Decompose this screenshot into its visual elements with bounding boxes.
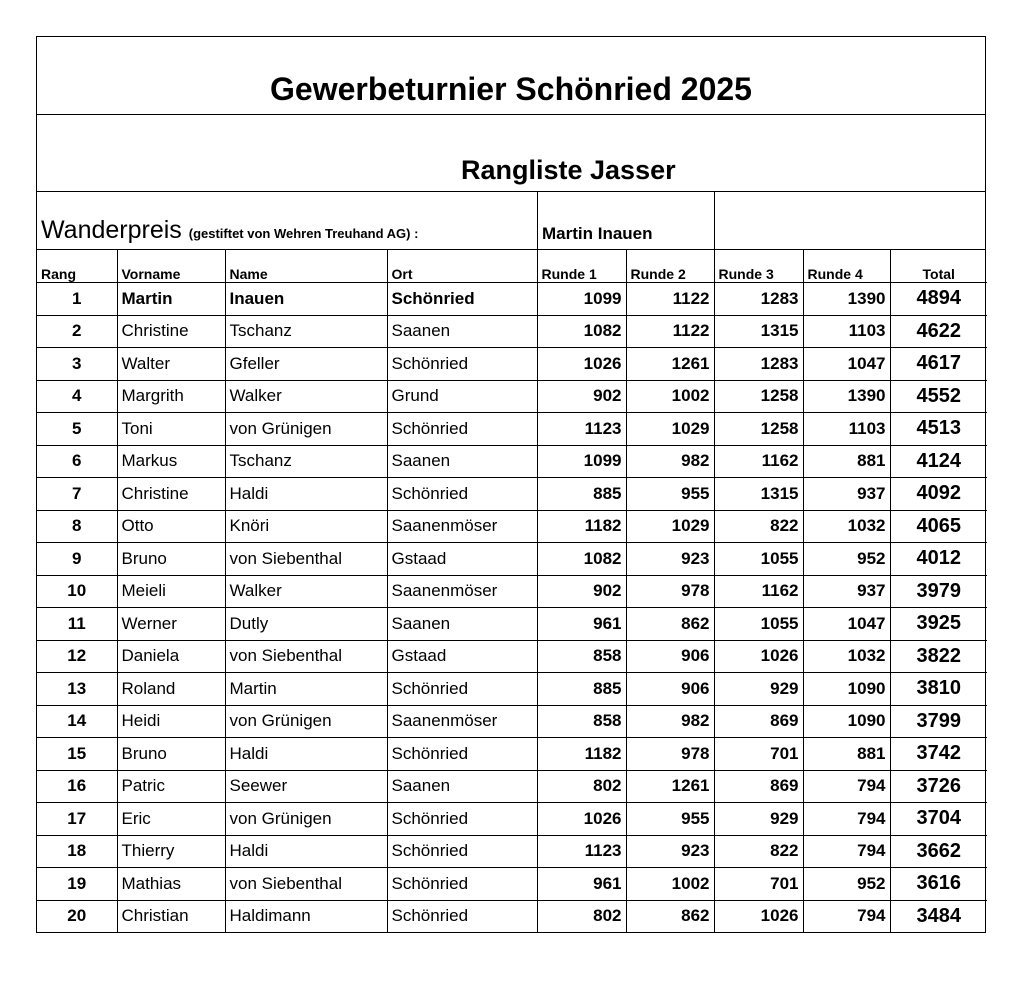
cell-round-4: 937	[803, 478, 890, 511]
cell-place: Schönried	[387, 900, 537, 932]
cell-round-2: 906	[626, 640, 714, 673]
table-row	[37, 770, 987, 803]
cell-round-4: 794	[803, 770, 890, 803]
cell-name: Martin	[225, 673, 387, 706]
cell-round-2: 1261	[626, 348, 714, 381]
subtitle-row	[37, 115, 985, 192]
cell-name: Walker	[225, 575, 387, 608]
cell-round-2: 1002	[626, 868, 714, 901]
cell-round-4: 1090	[803, 673, 890, 706]
cell-place: Grund	[387, 380, 537, 413]
table-row	[37, 673, 987, 706]
cell-round-2: 1122	[626, 315, 714, 348]
cell-round-2: 982	[626, 445, 714, 478]
cell-round-2: 1261	[626, 770, 714, 803]
cell-place: Schönried	[387, 673, 537, 706]
cell-round-1: 885	[537, 673, 626, 706]
cell-firstname: Christine	[117, 315, 225, 348]
cell-firstname: Daniela	[117, 640, 225, 673]
cell-rank: 13	[37, 673, 117, 706]
table-row	[37, 348, 987, 381]
cell-name: Gfeller	[225, 348, 387, 381]
cell-name: Tschanz	[225, 445, 387, 478]
cell-total: 3742	[890, 738, 987, 771]
cell-round-3: 929	[714, 673, 803, 706]
header-name: Name	[225, 250, 387, 283]
cell-round-4: 794	[803, 803, 890, 836]
cell-round-3: 701	[714, 868, 803, 901]
cell-name: von Grünigen	[225, 413, 387, 446]
cell-round-1: 1099	[537, 283, 626, 316]
ranking-table	[37, 250, 987, 932]
cell-round-4: 794	[803, 835, 890, 868]
cell-place: Saanen	[387, 445, 537, 478]
cell-firstname: Meieli	[117, 575, 225, 608]
cell-firstname: Toni	[117, 413, 225, 446]
cell-place: Schönried	[387, 738, 537, 771]
cell-round-1: 1123	[537, 413, 626, 446]
cell-total: 4552	[890, 380, 987, 413]
cell-rank: 20	[37, 900, 117, 932]
title-row	[37, 37, 985, 115]
cell-firstname: Thierry	[117, 835, 225, 868]
cell-round-1: 802	[537, 900, 626, 932]
cell-total: 4617	[890, 348, 987, 381]
table-row	[37, 868, 987, 901]
cell-round-3: 1315	[714, 315, 803, 348]
cell-round-1: 902	[537, 575, 626, 608]
cell-round-3: 822	[714, 835, 803, 868]
cell-round-2: 982	[626, 705, 714, 738]
cell-round-3: 1162	[714, 445, 803, 478]
cell-total: 4622	[890, 315, 987, 348]
cell-place: Schönried	[387, 413, 537, 446]
table-body	[37, 283, 987, 933]
cell-round-4: 1032	[803, 640, 890, 673]
header-round-4: Runde 4	[803, 250, 890, 283]
cell-firstname: Bruno	[117, 738, 225, 771]
cell-round-2: 978	[626, 738, 714, 771]
cell-place: Gstaad	[387, 640, 537, 673]
cell-firstname: Margrith	[117, 380, 225, 413]
cell-place: Schönried	[387, 283, 537, 316]
cell-rank: 17	[37, 803, 117, 836]
cell-rank: 4	[37, 380, 117, 413]
cell-firstname: Heidi	[117, 705, 225, 738]
cell-round-2: 955	[626, 478, 714, 511]
cell-round-3: 1055	[714, 608, 803, 641]
cell-round-2: 906	[626, 673, 714, 706]
cell-round-3: 1283	[714, 348, 803, 381]
table-row	[37, 575, 987, 608]
cell-name: Seewer	[225, 770, 387, 803]
cell-rank: 19	[37, 868, 117, 901]
cell-firstname: Eric	[117, 803, 225, 836]
prize-row	[37, 192, 985, 250]
prize-label: Wanderpreis	[41, 216, 182, 244]
cell-round-4: 952	[803, 868, 890, 901]
cell-place: Schönried	[387, 803, 537, 836]
cell-rank: 6	[37, 445, 117, 478]
cell-total: 3925	[890, 608, 987, 641]
cell-round-4: 881	[803, 738, 890, 771]
cell-name: von Siebenthal	[225, 868, 387, 901]
cell-round-1: 802	[537, 770, 626, 803]
cell-firstname: Mathias	[117, 868, 225, 901]
header-total: Total	[890, 250, 987, 283]
cell-firstname: Werner	[117, 608, 225, 641]
cell-round-1: 1182	[537, 510, 626, 543]
cell-round-3: 1283	[714, 283, 803, 316]
cell-rank: 1	[37, 283, 117, 316]
cell-place: Schönried	[387, 478, 537, 511]
cell-round-4: 1390	[803, 380, 890, 413]
table-row	[37, 478, 987, 511]
prize-label-group	[41, 216, 418, 245]
cell-place: Saanenmöser	[387, 510, 537, 543]
cell-round-1: 902	[537, 380, 626, 413]
table-row	[37, 705, 987, 738]
header-round-3: Runde 3	[714, 250, 803, 283]
cell-firstname: Patric	[117, 770, 225, 803]
cell-total: 4012	[890, 543, 987, 576]
cell-place: Schönried	[387, 348, 537, 381]
cell-total: 3979	[890, 575, 987, 608]
cell-round-2: 1029	[626, 413, 714, 446]
cell-round-1: 961	[537, 868, 626, 901]
cell-rank: 16	[37, 770, 117, 803]
cell-firstname: Martin	[117, 283, 225, 316]
cell-round-4: 1103	[803, 413, 890, 446]
cell-firstname: Christian	[117, 900, 225, 932]
cell-firstname: Otto	[117, 510, 225, 543]
prize-divider	[537, 192, 538, 249]
cell-round-2: 923	[626, 543, 714, 576]
cell-total: 4124	[890, 445, 987, 478]
header-place: Ort	[387, 250, 537, 283]
cell-name: Walker	[225, 380, 387, 413]
cell-round-3: 1162	[714, 575, 803, 608]
cell-round-1: 961	[537, 608, 626, 641]
cell-round-4: 937	[803, 575, 890, 608]
cell-rank: 3	[37, 348, 117, 381]
cell-round-4: 1103	[803, 315, 890, 348]
cell-rank: 5	[37, 413, 117, 446]
cell-round-2: 1002	[626, 380, 714, 413]
cell-name: Haldi	[225, 478, 387, 511]
cell-rank: 8	[37, 510, 117, 543]
cell-round-2: 1029	[626, 510, 714, 543]
cell-round-1: 858	[537, 640, 626, 673]
table-row	[37, 738, 987, 771]
cell-round-3: 1026	[714, 900, 803, 932]
cell-round-3: 822	[714, 510, 803, 543]
cell-place: Saanen	[387, 608, 537, 641]
page-subtitle: Rangliste Jasser	[461, 155, 676, 185]
table-row	[37, 413, 987, 446]
cell-round-2: 862	[626, 900, 714, 932]
cell-rank: 18	[37, 835, 117, 868]
cell-firstname: Christine	[117, 478, 225, 511]
cell-round-1: 1099	[537, 445, 626, 478]
cell-place: Schönried	[387, 868, 537, 901]
cell-name: Tschanz	[225, 315, 387, 348]
cell-round-3: 929	[714, 803, 803, 836]
table-header-row	[37, 250, 987, 283]
cell-round-1: 1026	[537, 348, 626, 381]
table-row	[37, 445, 987, 478]
cell-round-4: 1032	[803, 510, 890, 543]
cell-place: Saanen	[387, 315, 537, 348]
cell-round-4: 881	[803, 445, 890, 478]
cell-round-1: 885	[537, 478, 626, 511]
cell-name: von Grünigen	[225, 705, 387, 738]
header-firstname: Vorname	[117, 250, 225, 283]
table-row	[37, 543, 987, 576]
cell-name: Knöri	[225, 510, 387, 543]
cell-round-3: 701	[714, 738, 803, 771]
cell-name: Haldi	[225, 738, 387, 771]
cell-round-3: 869	[714, 770, 803, 803]
cell-round-3: 1315	[714, 478, 803, 511]
header-round-2: Runde 2	[626, 250, 714, 283]
cell-firstname: Markus	[117, 445, 225, 478]
table-row	[37, 608, 987, 641]
header-rank: Rang	[37, 250, 117, 283]
cell-round-3: 1258	[714, 413, 803, 446]
cell-round-2: 923	[626, 835, 714, 868]
cell-total: 4065	[890, 510, 987, 543]
cell-name: Haldimann	[225, 900, 387, 932]
cell-round-1: 1123	[537, 835, 626, 868]
cell-round-1: 858	[537, 705, 626, 738]
cell-round-1: 1026	[537, 803, 626, 836]
cell-total: 3484	[890, 900, 987, 932]
prize-winner: Martin Inauen	[542, 224, 653, 243]
cell-place: Saanen	[387, 770, 537, 803]
cell-place: Saanenmöser	[387, 575, 537, 608]
cell-total: 3726	[890, 770, 987, 803]
cell-name: Dutly	[225, 608, 387, 641]
cell-firstname: Roland	[117, 673, 225, 706]
cell-round-1: 1082	[537, 543, 626, 576]
table-row	[37, 900, 987, 932]
page-title: Gewerbeturnier Schönried 2025	[270, 71, 752, 107]
cell-round-3: 1026	[714, 640, 803, 673]
cell-total: 3704	[890, 803, 987, 836]
cell-rank: 7	[37, 478, 117, 511]
cell-round-2: 955	[626, 803, 714, 836]
cell-round-4: 1047	[803, 608, 890, 641]
table-row	[37, 510, 987, 543]
cell-rank: 10	[37, 575, 117, 608]
cell-rank: 12	[37, 640, 117, 673]
ranking-sheet	[36, 36, 986, 933]
cell-name: von Grünigen	[225, 803, 387, 836]
cell-round-4: 1090	[803, 705, 890, 738]
prize-note: (gestiftet von Wehren Treuhand AG) :	[188, 226, 419, 241]
table-row	[37, 315, 987, 348]
cell-round-1: 1082	[537, 315, 626, 348]
cell-firstname: Bruno	[117, 543, 225, 576]
cell-total: 3662	[890, 835, 987, 868]
table-row	[37, 640, 987, 673]
cell-name: von Siebenthal	[225, 543, 387, 576]
cell-round-4: 952	[803, 543, 890, 576]
cell-round-3: 1055	[714, 543, 803, 576]
cell-round-2: 1122	[626, 283, 714, 316]
prize-divider	[714, 192, 715, 249]
cell-total: 3822	[890, 640, 987, 673]
cell-total: 4894	[890, 283, 987, 316]
cell-total: 3799	[890, 705, 987, 738]
cell-total: 3810	[890, 673, 987, 706]
table-row	[37, 803, 987, 836]
cell-round-2: 862	[626, 608, 714, 641]
cell-round-1: 1182	[537, 738, 626, 771]
cell-name: von Siebenthal	[225, 640, 387, 673]
cell-total: 4092	[890, 478, 987, 511]
cell-total: 4513	[890, 413, 987, 446]
cell-rank: 15	[37, 738, 117, 771]
table-row	[37, 380, 987, 413]
cell-place: Schönried	[387, 835, 537, 868]
cell-rank: 9	[37, 543, 117, 576]
table-row	[37, 283, 987, 316]
table-row	[37, 835, 987, 868]
cell-total: 3616	[890, 868, 987, 901]
cell-rank: 11	[37, 608, 117, 641]
cell-place: Saanenmöser	[387, 705, 537, 738]
cell-round-4: 1047	[803, 348, 890, 381]
cell-round-4: 794	[803, 900, 890, 932]
cell-round-2: 978	[626, 575, 714, 608]
cell-place: Gstaad	[387, 543, 537, 576]
cell-round-4: 1390	[803, 283, 890, 316]
cell-firstname: Walter	[117, 348, 225, 381]
header-round-1: Runde 1	[537, 250, 626, 283]
cell-name: Inauen	[225, 283, 387, 316]
cell-rank: 2	[37, 315, 117, 348]
cell-round-3: 869	[714, 705, 803, 738]
cell-name: Haldi	[225, 835, 387, 868]
cell-rank: 14	[37, 705, 117, 738]
cell-round-3: 1258	[714, 380, 803, 413]
